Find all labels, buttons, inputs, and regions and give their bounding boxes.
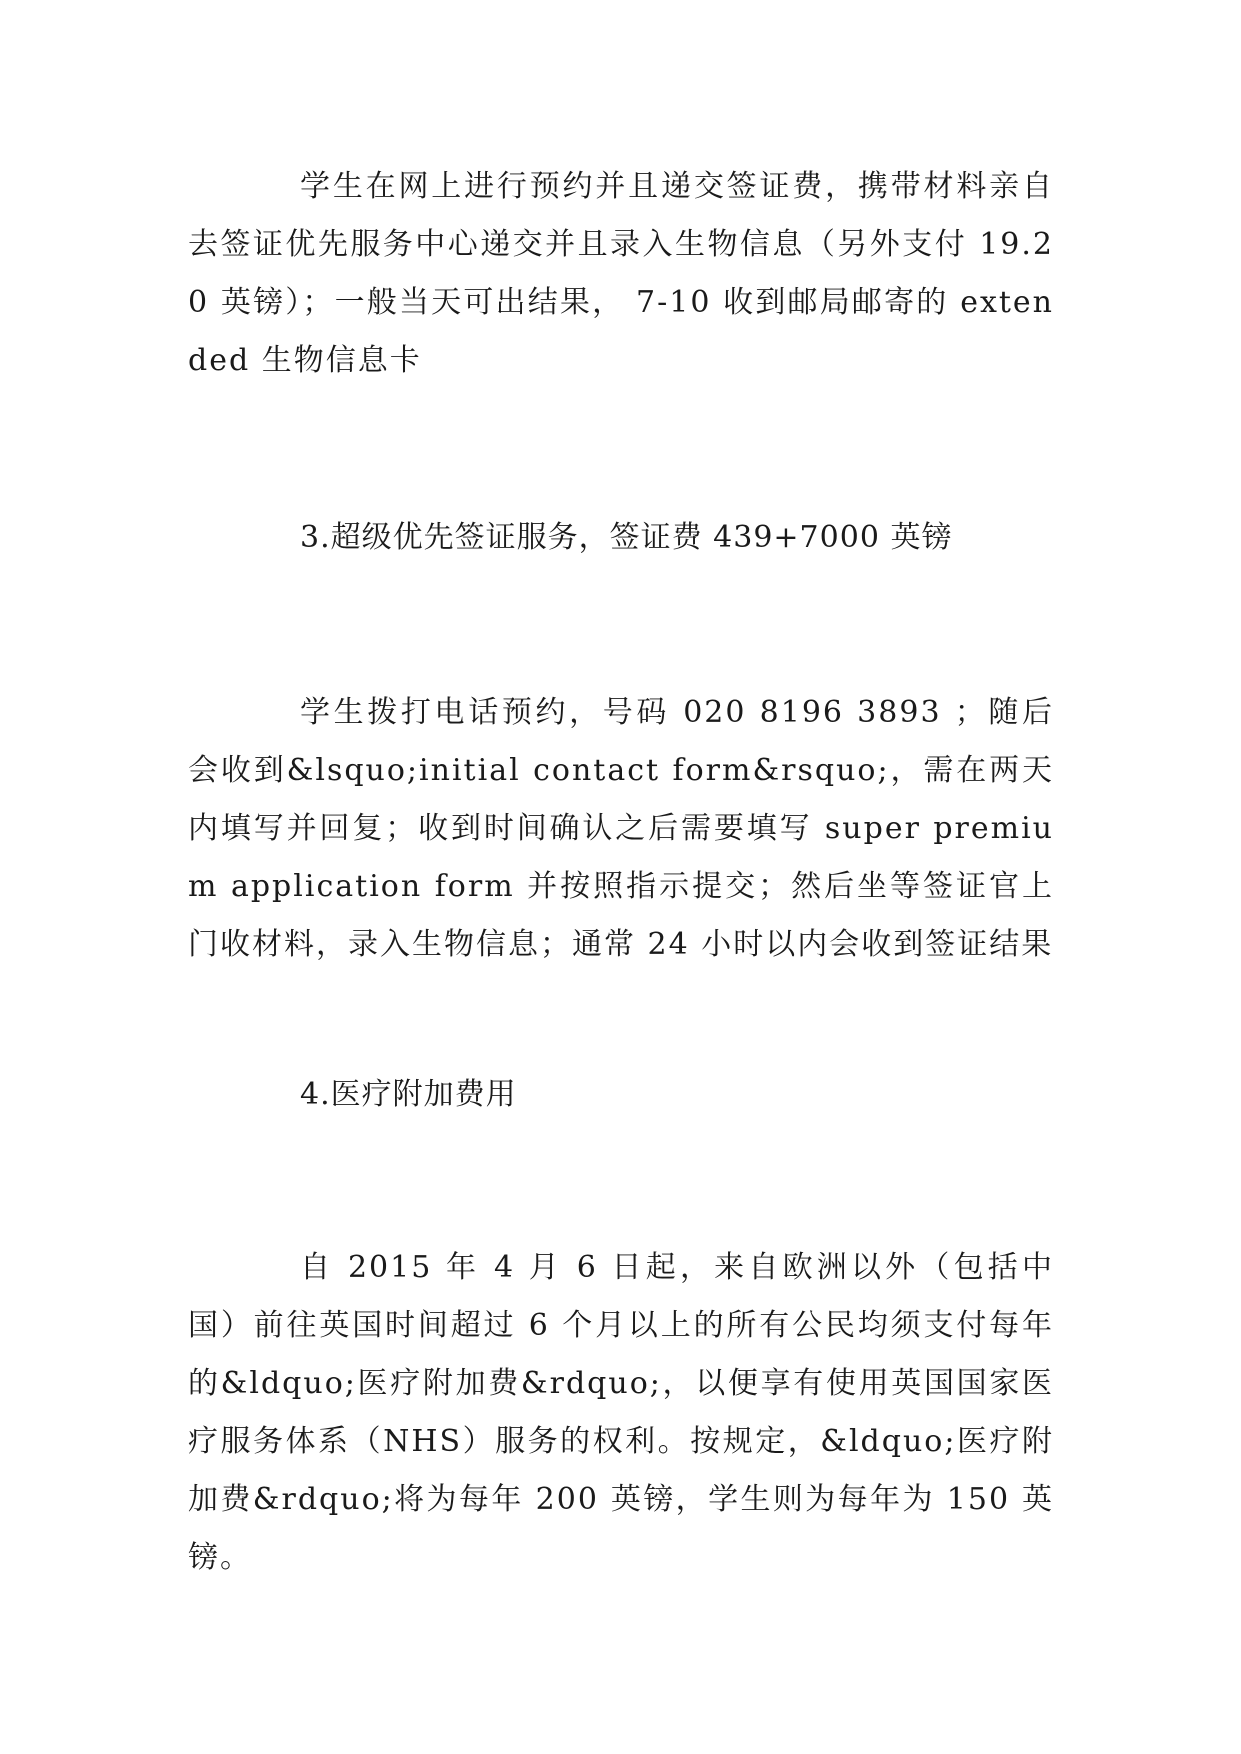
heading-section-3: 3.超级优先签证服务，签证费 439+7000 英镑 [300,520,953,555]
paragraph-super-priority-process: 学生拨打电话预约，号码 020 8196 3893 ；随后会收到&lsquo;initial contact form&rsquo;，需在两天内填写并回复；收到时间确认之后需要填写 super premium application form 并按照指示提交；然后坐等签证官上门收材料，录入生物信息；通常 24 小时以内会收到签证结果 [188,695,1054,962]
paragraph-health-surcharge: 自 2015 年 4 月 6 日起，来自欧洲以外（包括中国）前往英国时间超过 6 个月以上的所有公民均须支付每年的&ldquo;医疗附加费&rdquo;，以便享有使用英国国家医疗服务体系（NHS）服务的权利。按规定，&ldquo;医疗附加费&rdquo;将为每年 200 英镑，学生则为每年为 150 英镑。 [188,1250,1054,1575]
paragraph-standard-process: 学生在网上进行预约并且递交签证费，携带材料亲自去签证优先服务中心递交并且录入生物信息（另外支付 19.20 英镑）；一般当天可出结果， 7-10 收到邮局邮寄的 extended 生物信息卡 [188,169,1054,378]
heading-section-4: 4.医疗附加费用 [300,1077,517,1112]
